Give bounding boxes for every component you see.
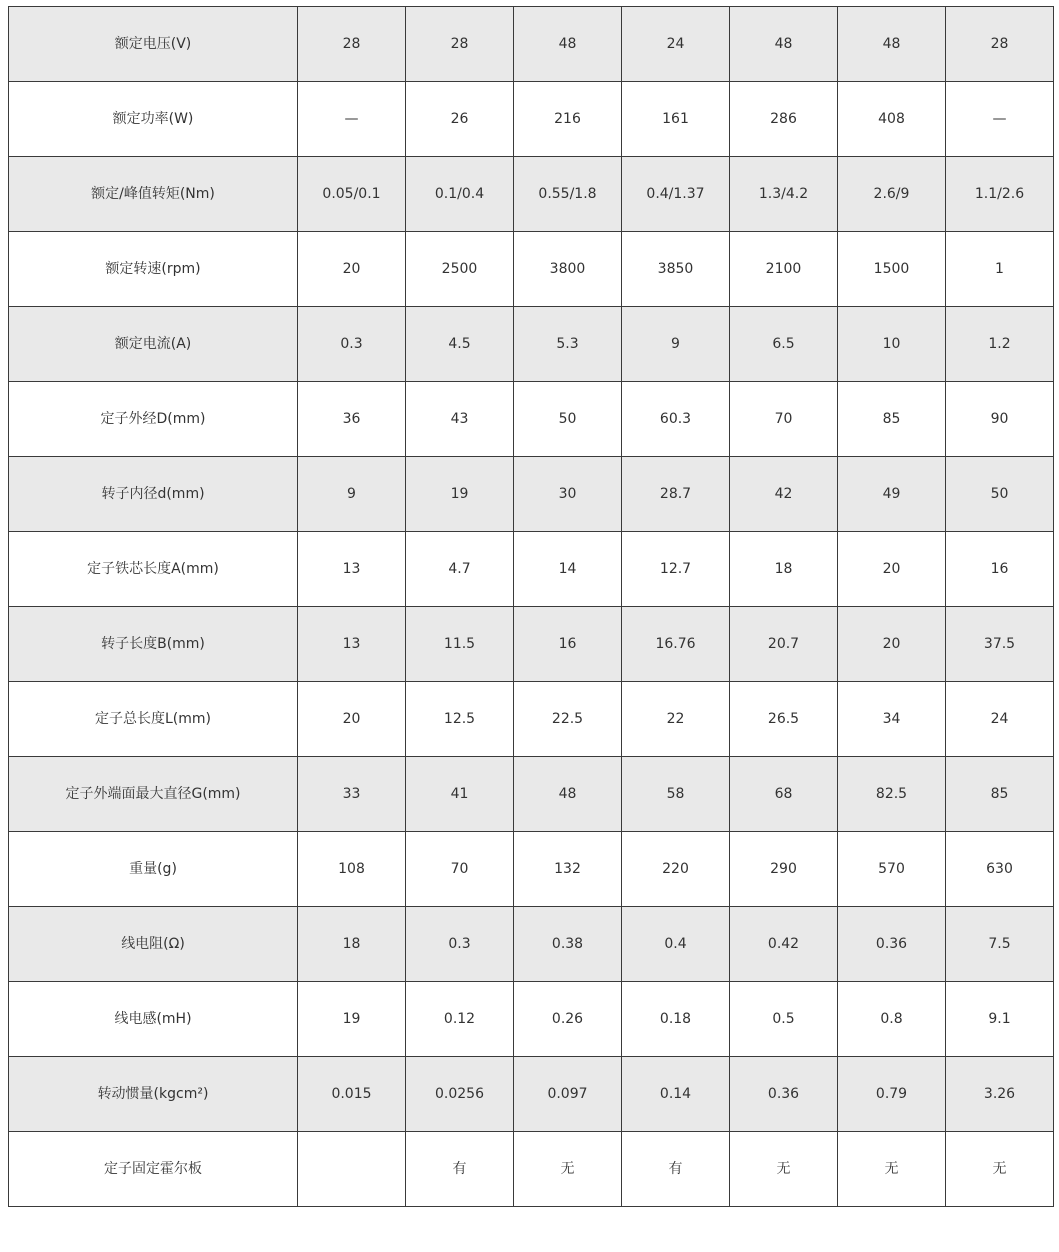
- table-cell: 70: [406, 832, 514, 907]
- table-row: [9, 757, 1054, 832]
- table-cell: 13: [298, 532, 406, 607]
- table-cell: 7.5: [946, 907, 1054, 982]
- table-cell: 20: [298, 232, 406, 307]
- motor-spec-table: [8, 6, 1054, 1207]
- table-cell: 43: [406, 382, 514, 457]
- table-cell: 286: [730, 82, 838, 157]
- table-cell: 132: [514, 832, 622, 907]
- table-cell: 有: [406, 1132, 514, 1207]
- table-cell: 19: [406, 457, 514, 532]
- table-cell: 5.3: [514, 307, 622, 382]
- table-cell: 3800: [514, 232, 622, 307]
- table-cell: 无: [730, 1132, 838, 1207]
- table-cell: 0.4: [622, 907, 730, 982]
- table-cell: 0.55/1.8: [514, 157, 622, 232]
- table-cell: 9.1: [946, 982, 1054, 1057]
- table-cell: 0.015: [298, 1057, 406, 1132]
- table-cell: —: [946, 82, 1054, 157]
- table-cell: 6.5: [730, 307, 838, 382]
- table-cell: 33: [298, 757, 406, 832]
- table-cell: 28: [946, 7, 1054, 82]
- table-cell: 3850: [622, 232, 730, 307]
- table-cell: 12.7: [622, 532, 730, 607]
- table-cell: 20: [838, 532, 946, 607]
- table-cell: 1.3/4.2: [730, 157, 838, 232]
- table-cell: 18: [730, 532, 838, 607]
- table-cell: 4.7: [406, 532, 514, 607]
- table-cell: 49: [838, 457, 946, 532]
- table-cell: 0.3: [298, 307, 406, 382]
- table-cell: 1: [946, 232, 1054, 307]
- table-cell: 290: [730, 832, 838, 907]
- row-label: 额定转速(rpm): [9, 232, 298, 307]
- table-cell: 28: [406, 7, 514, 82]
- table-row: [9, 682, 1054, 757]
- table-cell: 630: [946, 832, 1054, 907]
- table-cell: 22: [622, 682, 730, 757]
- table-cell: 无: [838, 1132, 946, 1207]
- table-cell: 16: [514, 607, 622, 682]
- table-cell: 0.18: [622, 982, 730, 1057]
- table-cell: 0.1/0.4: [406, 157, 514, 232]
- table-cell: 28.7: [622, 457, 730, 532]
- table-row: [9, 307, 1054, 382]
- table-cell: 42: [730, 457, 838, 532]
- table-cell: 0.26: [514, 982, 622, 1057]
- table-cell: —: [298, 82, 406, 157]
- table-cell: 20.7: [730, 607, 838, 682]
- table-cell: 4.5: [406, 307, 514, 382]
- table-cell: 41: [406, 757, 514, 832]
- table-cell: 82.5: [838, 757, 946, 832]
- table-cell: 68: [730, 757, 838, 832]
- table-cell: 无: [946, 1132, 1054, 1207]
- table-cell: 50: [946, 457, 1054, 532]
- table-cell: 161: [622, 82, 730, 157]
- table-cell: 12.5: [406, 682, 514, 757]
- table-cell: 18: [298, 907, 406, 982]
- table-cell: [298, 1132, 406, 1207]
- table-row: [9, 457, 1054, 532]
- table-cell: 48: [730, 7, 838, 82]
- table-cell: 13: [298, 607, 406, 682]
- table-row: [9, 82, 1054, 157]
- table-cell: 220: [622, 832, 730, 907]
- table-cell: 16: [946, 532, 1054, 607]
- table-cell: 0.8: [838, 982, 946, 1057]
- row-label: 定子固定霍尔板: [9, 1132, 298, 1207]
- table-cell: 34: [838, 682, 946, 757]
- table-cell: 108: [298, 832, 406, 907]
- table-row: [9, 7, 1054, 82]
- table-cell: 85: [838, 382, 946, 457]
- table-cell: 0.0256: [406, 1057, 514, 1132]
- table-cell: 19: [298, 982, 406, 1057]
- row-label: 转动惯量(kgcm²): [9, 1057, 298, 1132]
- table-row: [9, 532, 1054, 607]
- table-cell: 85: [946, 757, 1054, 832]
- table-cell: 2500: [406, 232, 514, 307]
- row-label: 额定电流(A): [9, 307, 298, 382]
- table-cell: 0.36: [838, 907, 946, 982]
- row-label: 定子铁芯长度A(mm): [9, 532, 298, 607]
- table-cell: 有: [622, 1132, 730, 1207]
- table-row: [9, 607, 1054, 682]
- row-label: 额定功率(W): [9, 82, 298, 157]
- table-cell: 58: [622, 757, 730, 832]
- table-cell: 3.26: [946, 1057, 1054, 1132]
- row-label: 转子长度B(mm): [9, 607, 298, 682]
- table-cell: 1500: [838, 232, 946, 307]
- table-cell: 30: [514, 457, 622, 532]
- row-label: 转子内径d(mm): [9, 457, 298, 532]
- table-cell: 2100: [730, 232, 838, 307]
- table-row: [9, 232, 1054, 307]
- table-cell: 0.79: [838, 1057, 946, 1132]
- table-row: [9, 382, 1054, 457]
- row-label: 定子外经D(mm): [9, 382, 298, 457]
- table-cell: 0.4/1.37: [622, 157, 730, 232]
- row-label: 线电阻(Ω): [9, 907, 298, 982]
- table-cell: 24: [946, 682, 1054, 757]
- table-cell: 16.76: [622, 607, 730, 682]
- table-cell: 0.05/0.1: [298, 157, 406, 232]
- table-cell: 0.3: [406, 907, 514, 982]
- table-row: [9, 982, 1054, 1057]
- table-cell: 216: [514, 82, 622, 157]
- table-cell: 570: [838, 832, 946, 907]
- table-row: [9, 832, 1054, 907]
- table-cell: 36: [298, 382, 406, 457]
- table-cell: 48: [838, 7, 946, 82]
- table-cell: 20: [298, 682, 406, 757]
- table-cell: 10: [838, 307, 946, 382]
- row-label: 额定电压(V): [9, 7, 298, 82]
- row-label: 线电感(mH): [9, 982, 298, 1057]
- table-cell: 24: [622, 7, 730, 82]
- table-cell: 1.2: [946, 307, 1054, 382]
- row-label: 重量(g): [9, 832, 298, 907]
- table-cell: 48: [514, 7, 622, 82]
- table-cell: 2.6/9: [838, 157, 946, 232]
- table-cell: 0.12: [406, 982, 514, 1057]
- table-row: [9, 1132, 1054, 1207]
- table-cell: 26: [406, 82, 514, 157]
- table-cell: 0.42: [730, 907, 838, 982]
- table-row: [9, 157, 1054, 232]
- table-cell: 20: [838, 607, 946, 682]
- table-row: [9, 907, 1054, 982]
- table-row: [9, 1057, 1054, 1132]
- table-cell: 90: [946, 382, 1054, 457]
- row-label: 额定/峰值转矩(Nm): [9, 157, 298, 232]
- spec-table-body: [9, 7, 1054, 1207]
- table-cell: 37.5: [946, 607, 1054, 682]
- table-cell: 0.14: [622, 1057, 730, 1132]
- table-cell: 9: [298, 457, 406, 532]
- table-cell: 48: [514, 757, 622, 832]
- table-cell: 26.5: [730, 682, 838, 757]
- table-cell: 408: [838, 82, 946, 157]
- table-cell: 28: [298, 7, 406, 82]
- row-label: 定子总长度L(mm): [9, 682, 298, 757]
- table-cell: 22.5: [514, 682, 622, 757]
- table-cell: 11.5: [406, 607, 514, 682]
- table-cell: 1.1/2.6: [946, 157, 1054, 232]
- table-cell: 50: [514, 382, 622, 457]
- table-cell: 9: [622, 307, 730, 382]
- table-cell: 70: [730, 382, 838, 457]
- table-cell: 0.5: [730, 982, 838, 1057]
- table-cell: 0.36: [730, 1057, 838, 1132]
- table-cell: 14: [514, 532, 622, 607]
- table-cell: 无: [514, 1132, 622, 1207]
- table-cell: 0.097: [514, 1057, 622, 1132]
- table-cell: 60.3: [622, 382, 730, 457]
- table-cell: 0.38: [514, 907, 622, 982]
- row-label: 定子外端面最大直径G(mm): [9, 757, 298, 832]
